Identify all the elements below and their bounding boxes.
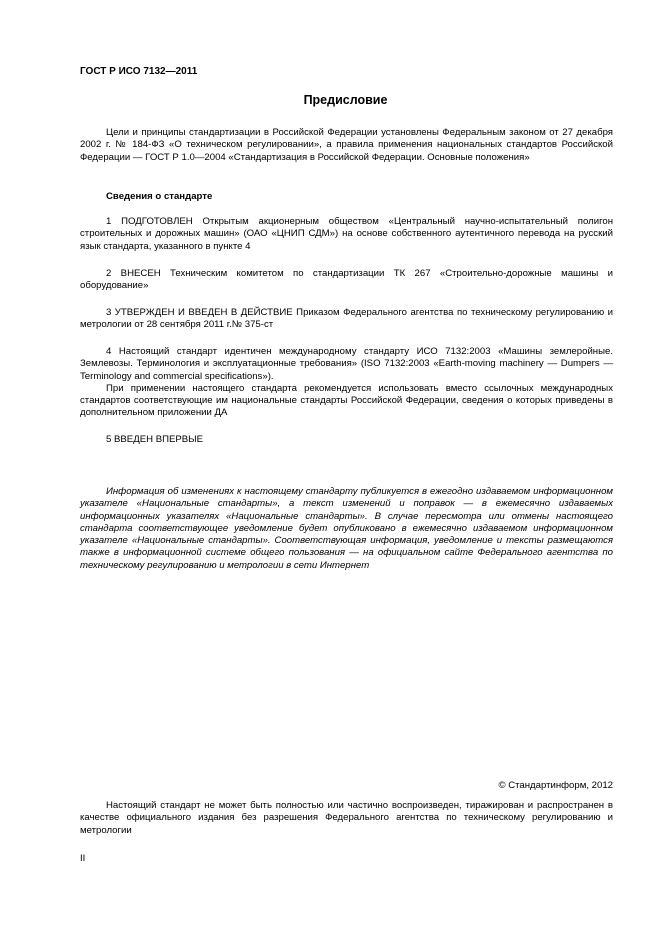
item-3	[80, 307, 613, 332]
item-5	[80, 434, 613, 446]
info-notice-text: Информация об изменениях к настоящему стандарту публикуется в ежегодно издаваемом информационном указателе «Национальные стандарты», а текст изменений и поправок — в ежемесячно издаваемых информационных указателях «Национальные стандарты». В случае пересмотра или отмены настоящего стандарта соответствующее уведомление будет опубликовано в ежемесячно издаваемом информационном указателе «Национальные стандарты». Соответствующая информация, уведомление и тексты размещаются также в информационной системе общего пользования — на официальном сайте Федерального агентства по техническому регулированию и метрологии в сети Интернет	[80, 486, 613, 571]
reproduction-notice	[80, 800, 613, 837]
item-2	[80, 268, 613, 293]
section-heading-block	[80, 191, 613, 203]
item-1-text: 1 ПОДГОТОВЛЕН Открытым акционерным обществом «Центральный научно-испытательный полигон строительных и дорожных машин» (ОАО «ЦНИП СДМ») на основе собственного аутентичного перевода на русский язык стандарта, указанного в пункте 4	[80, 216, 613, 252]
item-4-note: При применении настоящего стандарта рекомендуется использовать вместо ссылочных международных стандартов соответствующие им национальные стандарты Российской Федерации, сведения о которых приведены в дополнительном приложении ДА	[80, 382, 613, 419]
item-4	[80, 346, 613, 420]
page-title: Предисловие	[303, 93, 388, 107]
item-2-text: 2 ВНЕСЕН Техническим комитетом по стандартизации ТК 267 «Строительно-дорожные машины и оборудование»	[80, 268, 613, 292]
info-notice	[80, 486, 613, 572]
intro-paragraph	[80, 127, 613, 164]
item-4-text: 4 Настоящий стандарт идентичен международному стандарту ИСО 7132:2003 «Машины землеройные. Землевозы. Терминология и эксплуатационные требования» (ISO 7132:2003 «Earth-moving machinery — Dumpers — Terminology and commercial specifications»).	[80, 346, 613, 382]
item-3-text: 3 УТВЕРЖДЕН И ВВЕДЕН В ДЕЙСТВИЕ Приказом Федерального агентства по техническому регулированию и метрологии от 28 сентября 2011 г.№ 375-ст	[80, 307, 613, 331]
copyright-line: © Стандартинформ, 2012	[498, 780, 613, 791]
section-heading: Сведения о стандарте	[106, 191, 213, 202]
reproduction-notice-text: Настоящий стандарт не может быть полностью или частично воспроизведен, тиражирован и распространен в качестве официального издания без разрешения Федерального агентства по техническому регулированию и метрологии	[80, 800, 613, 836]
page-number: II	[80, 853, 86, 864]
item-5-text: 5 ВВЕДЕН ВПЕРВЫЕ	[106, 434, 204, 445]
document-code-header: ГОСТ Р ИСО 7132—2011	[80, 66, 198, 77]
intro-text: Цели и принципы стандартизации в Российской Федерации установлены Федеральным законом от 27 декабря 2002 г. № 184-ФЗ «О техническом регулировании», а правила применения национальных стандартов Российской Федерации — ГОСТ Р 1.0—2004 «Стандартизация в Российской Федерации. Основные положения»	[80, 127, 613, 163]
item-1	[80, 216, 613, 253]
